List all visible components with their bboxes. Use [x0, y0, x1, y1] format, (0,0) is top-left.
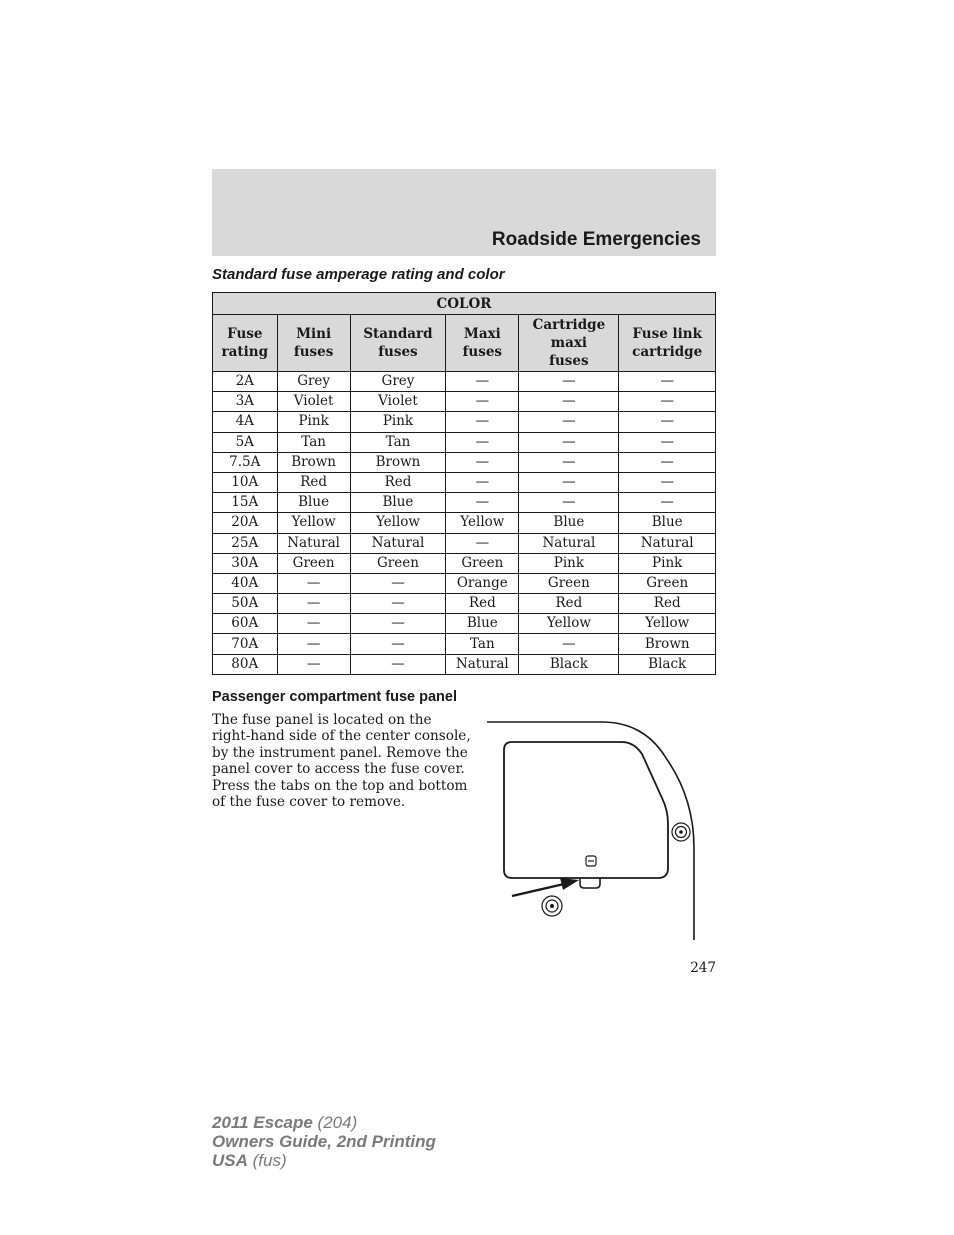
table-cell: —	[277, 634, 350, 654]
table-cell: 70A	[213, 634, 278, 654]
table-cell: —	[619, 372, 716, 392]
table-cell: Pink	[350, 412, 446, 432]
console-outline	[487, 722, 694, 940]
table-cell: Yellow	[277, 513, 350, 533]
table-cell: Natural	[619, 533, 716, 553]
table-cell: Red	[446, 594, 519, 614]
table-cell: —	[519, 472, 619, 492]
table-cell: —	[446, 412, 519, 432]
column-header: Standard fuses	[350, 315, 446, 372]
table-cell: —	[619, 452, 716, 472]
table-cell: Natural	[277, 533, 350, 553]
table-cell: Grey	[277, 372, 350, 392]
table-cell: Violet	[350, 392, 446, 412]
table-cell: Pink	[277, 412, 350, 432]
table-cell: —	[519, 392, 619, 412]
table-cell: —	[619, 412, 716, 432]
table-row	[213, 392, 716, 412]
table-cell: —	[619, 392, 716, 412]
table-row	[213, 654, 716, 674]
table-cell: —	[277, 573, 350, 593]
table-cell: Green	[519, 573, 619, 593]
table-cell: Blue	[619, 513, 716, 533]
table-cell: Brown	[619, 634, 716, 654]
table-cell: —	[446, 472, 519, 492]
table-cell: 15A	[213, 493, 278, 513]
table-row	[213, 432, 716, 452]
table-cell: —	[619, 493, 716, 513]
table-cell: —	[446, 392, 519, 412]
table-cell: —	[350, 614, 446, 634]
table-cell: —	[446, 533, 519, 553]
table-row	[213, 372, 716, 392]
table-cell: Green	[277, 553, 350, 573]
table-cell: Yellow	[519, 614, 619, 634]
column-header: Cartridge maxi fuses	[519, 315, 619, 372]
table-cell: Yellow	[619, 614, 716, 634]
fuse-symbol-icon	[586, 856, 596, 866]
table-cell: Tan	[446, 634, 519, 654]
table-row	[213, 553, 716, 573]
screw-right-icon	[672, 823, 690, 841]
table-cell: Blue	[350, 493, 446, 513]
table-cell: —	[350, 594, 446, 614]
table-cell: —	[350, 634, 446, 654]
table-cell: 5A	[213, 432, 278, 452]
footer-line-2: Owners Guide, 2nd Printing	[212, 1132, 436, 1151]
table-cell: Pink	[519, 553, 619, 573]
table-cell: Red	[619, 594, 716, 614]
table-cell: —	[446, 372, 519, 392]
table-cell: 30A	[213, 553, 278, 573]
column-header: Maxi fuses	[446, 315, 519, 372]
table-row	[213, 412, 716, 432]
table-cell: —	[446, 493, 519, 513]
color-group-header: COLOR	[213, 293, 716, 315]
table-cell: —	[619, 472, 716, 492]
page-number: 247	[690, 960, 716, 976]
column-header: Fuse link cartridge	[619, 315, 716, 372]
table-cell: Yellow	[350, 513, 446, 533]
arrow-icon	[512, 878, 579, 896]
fuse-panel-illustration	[484, 718, 716, 943]
footer-line-3: USA (fus)	[212, 1151, 287, 1170]
table-cell: 2A	[213, 372, 278, 392]
section-title: Roadside Emergencies	[491, 229, 701, 250]
table-cell: Brown	[277, 452, 350, 472]
table-cell: 3A	[213, 392, 278, 412]
column-header: Mini fuses	[277, 315, 350, 372]
table-cell: 10A	[213, 472, 278, 492]
section-body-text: The fuse panel is located on the right-hand side of the center console, by the instrument panel. Remove the panel cover to access the fuse cover. Press the tabs on the top and bottom of the fuse cover to remove.	[212, 712, 471, 811]
table-cell: Blue	[519, 513, 619, 533]
fuse-color-table	[212, 292, 716, 675]
table-column-header-row	[213, 315, 716, 372]
table-cell: Brown	[350, 452, 446, 472]
table-row	[213, 493, 716, 513]
table-cell: —	[519, 372, 619, 392]
table-cell: Blue	[277, 493, 350, 513]
table-cell: —	[519, 412, 619, 432]
table-group-header-row	[213, 293, 716, 315]
section-heading: Passenger compartment fuse panel	[212, 689, 457, 705]
table-cell: —	[350, 654, 446, 674]
table-cell: 80A	[213, 654, 278, 674]
table-cell: —	[519, 634, 619, 654]
table-cell: Green	[350, 553, 446, 573]
table-cell: Natural	[446, 654, 519, 674]
table-row	[213, 452, 716, 472]
table-cell: Grey	[350, 372, 446, 392]
table-cell: —	[277, 594, 350, 614]
footer	[212, 1113, 436, 1170]
table-cell: 50A	[213, 594, 278, 614]
table-cell: Blue	[446, 614, 519, 634]
table-cell: —	[619, 432, 716, 452]
table-cell: Natural	[519, 533, 619, 553]
table-row	[213, 573, 716, 593]
table-cell: —	[519, 493, 619, 513]
table-cell: —	[446, 432, 519, 452]
table-cell: —	[519, 452, 619, 472]
table-row	[213, 594, 716, 614]
table-cell: Red	[519, 594, 619, 614]
table-cell: 25A	[213, 533, 278, 553]
table-cell: Green	[446, 553, 519, 573]
table-cell: Black	[519, 654, 619, 674]
table-body	[213, 372, 716, 675]
table-title: Standard fuse amperage rating and color	[212, 266, 505, 283]
table-cell: 60A	[213, 614, 278, 634]
table-row	[213, 614, 716, 634]
table-cell: 20A	[213, 513, 278, 533]
table-cell: —	[350, 573, 446, 593]
table-cell: —	[277, 654, 350, 674]
table-cell: 40A	[213, 573, 278, 593]
table-row	[213, 533, 716, 553]
table-row	[213, 634, 716, 654]
table-cell: Tan	[277, 432, 350, 452]
table-cell: Pink	[619, 553, 716, 573]
header-band	[212, 169, 716, 256]
table-cell: —	[277, 614, 350, 634]
cover-tab	[580, 878, 600, 888]
table-row	[213, 472, 716, 492]
table-cell: —	[519, 432, 619, 452]
footer-line-1: 2011 Escape (204)	[212, 1113, 358, 1132]
table-cell: Orange	[446, 573, 519, 593]
table-cell: Violet	[277, 392, 350, 412]
table-cell: 7.5A	[213, 452, 278, 472]
table-cell: Red	[350, 472, 446, 492]
table-cell: Yellow	[446, 513, 519, 533]
table-cell: Natural	[350, 533, 446, 553]
screw-bottom-icon	[542, 896, 562, 916]
table-cell: Tan	[350, 432, 446, 452]
table-cell: Red	[277, 472, 350, 492]
column-header: Fuse rating	[213, 315, 278, 372]
table-cell: Green	[619, 573, 716, 593]
table-cell: —	[446, 452, 519, 472]
table-cell: 4A	[213, 412, 278, 432]
table-cell: Black	[619, 654, 716, 674]
table-row	[213, 513, 716, 533]
